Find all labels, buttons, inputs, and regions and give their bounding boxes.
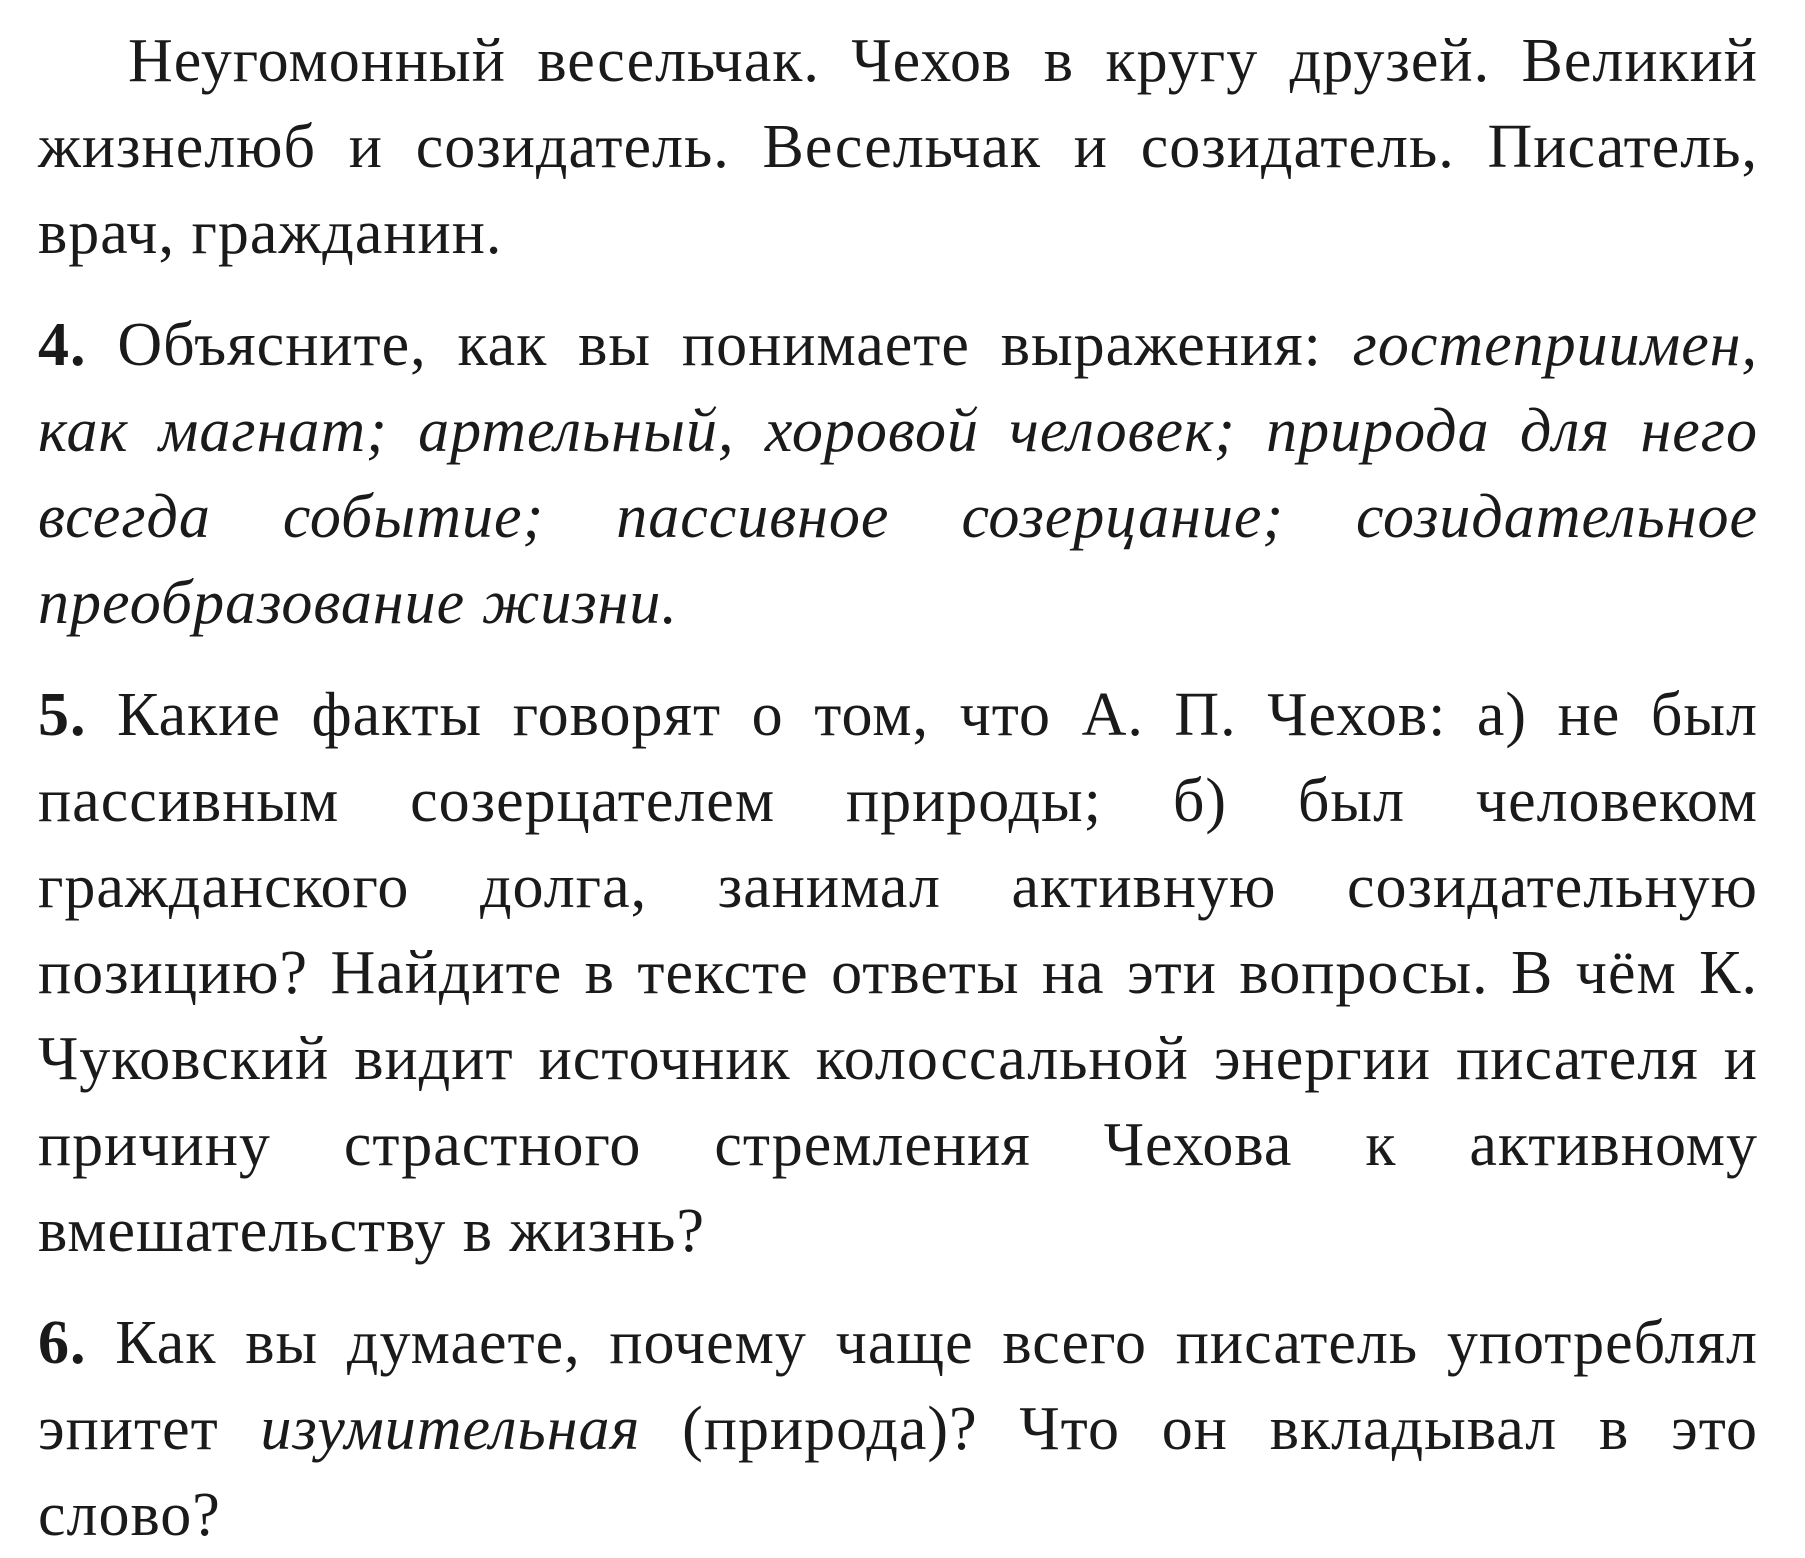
question-5 [38, 672, 1758, 1274]
question-5-number: 5. [38, 681, 87, 749]
question-6 [38, 1300, 1758, 1558]
intro-paragraph [38, 18, 1758, 276]
textbook-page [38, 18, 1758, 1558]
question-5-text: Какие факты говорят о том, что А. П. Чехов: а) не был пассивным созерцателем природы; б) был человеком гражданского долга, занимал активную созидательную позицию? Найдите в тексте ответы на эти вопросы. В чём К. Чуковский видит источник колоссальной энергии писателя и причину страстного стремления Чехова к активному вмешательству в жизнь? [38, 681, 1758, 1265]
question-6-text-before: Как вы думаете, почему чаще всего писатель употреблял эпитет [38, 1309, 1758, 1463]
intro-text: Неугомонный весельчак. Чехов в кругу друзей. Великий жизнелюб и созидатель. Весельчак и созидатель. Писатель, врач, гражданин. [38, 27, 1758, 267]
question-4 [38, 302, 1758, 646]
question-6-text-after: (природа)? Что он вкладывал в это слово? [38, 1395, 1758, 1549]
question-6-number: 6. [38, 1309, 87, 1377]
question-4-number: 4. [38, 311, 87, 379]
question-4-expressions: гостеприимен, как магнат; артельный, хоровой человек; природа для него всегда событие; пассивное созерцание; созидательное преобразование жизни. [38, 311, 1758, 637]
question-6-epithet: изумительная [260, 1395, 641, 1463]
question-4-text: Объясните, как вы понимаете выражения: [86, 311, 1353, 379]
